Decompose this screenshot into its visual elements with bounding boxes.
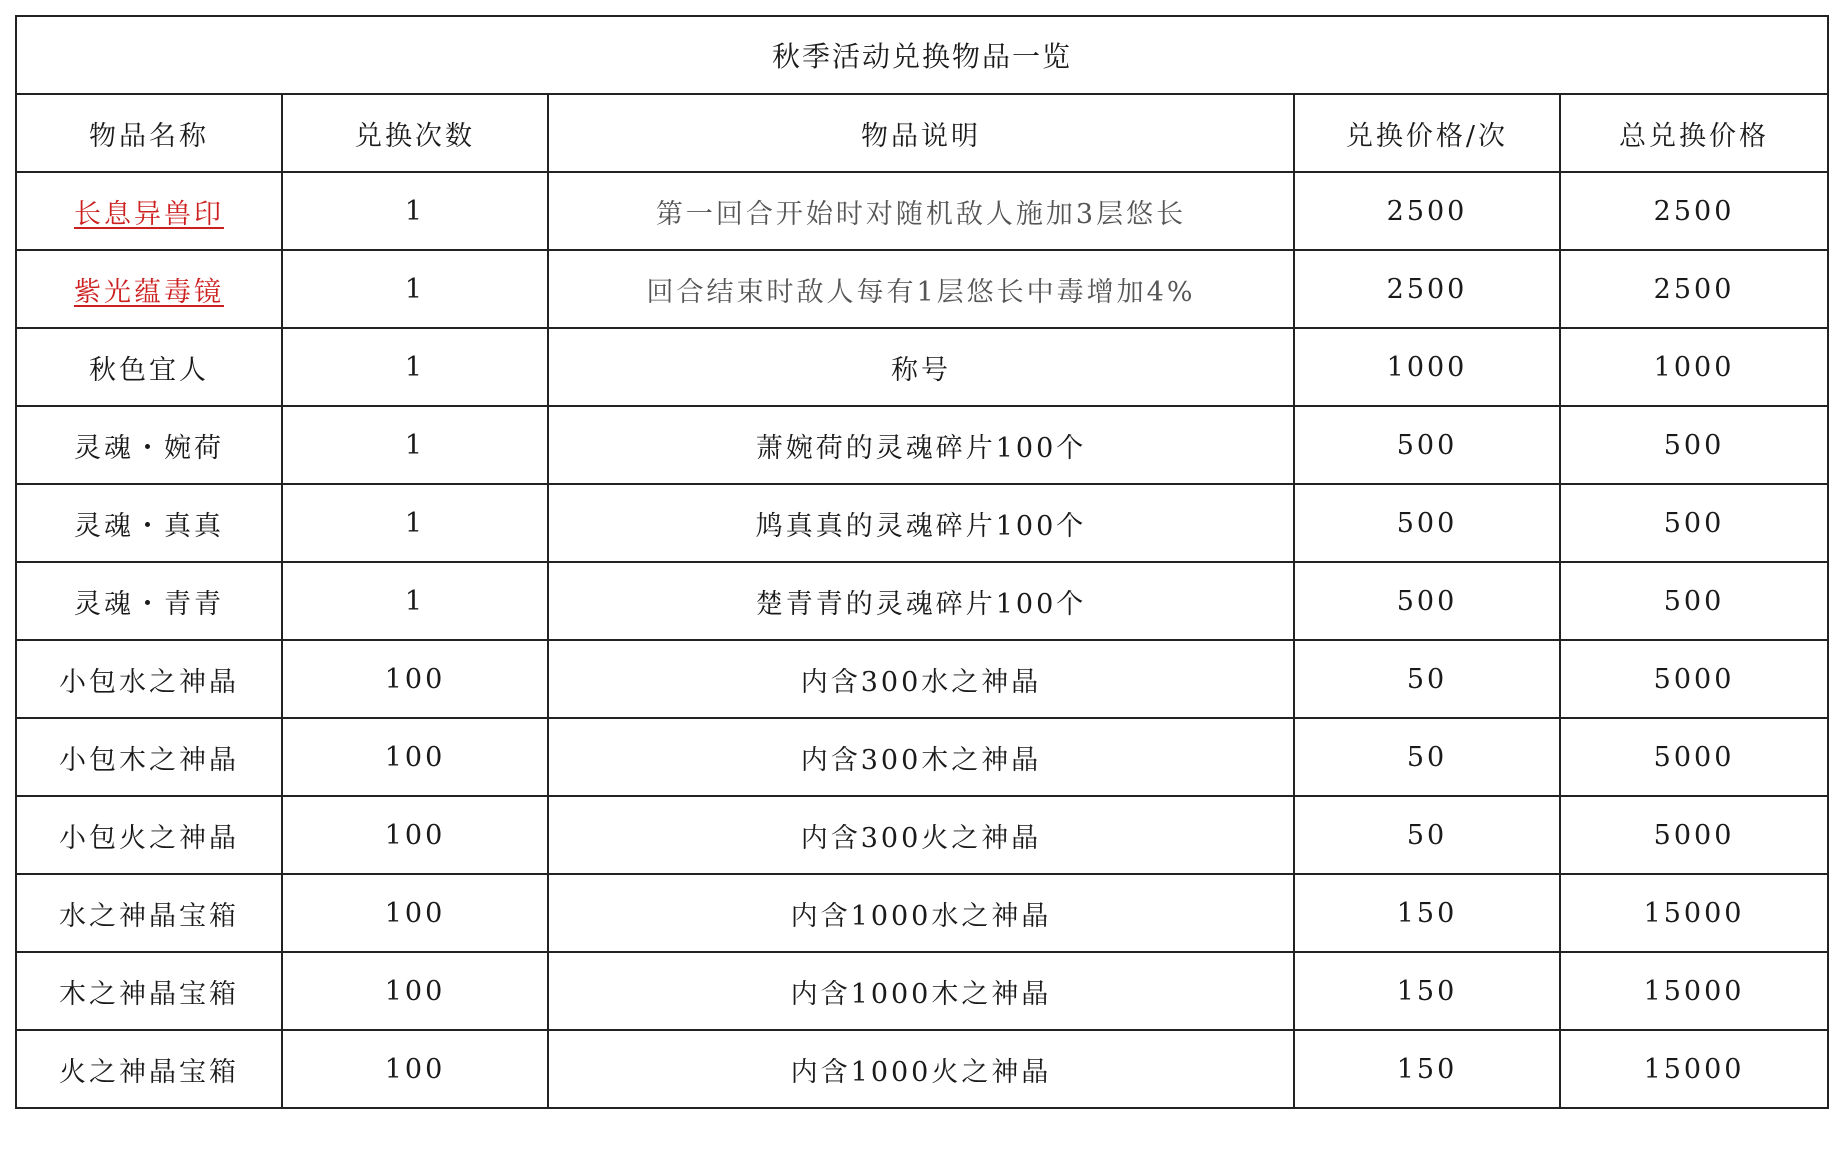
table-row (16, 874, 1828, 952)
price-per-exchange-cell: 50 (1294, 718, 1560, 796)
title-row (16, 16, 1828, 94)
exchange-count-cell: 1 (282, 562, 548, 640)
item-name-link[interactable]: 紫光蕴毒镜 (74, 276, 224, 308)
item-description-cell: 内含1000木之神晶 (548, 952, 1294, 1030)
price-per-exchange-cell: 150 (1294, 1030, 1560, 1108)
table-row (16, 562, 1828, 640)
total-price-cell: 15000 (1560, 1030, 1828, 1108)
item-name: 水之神晶宝箱 (59, 900, 239, 932)
table-row (16, 484, 1828, 562)
item-name-cell (16, 1030, 282, 1108)
item-name-cell (16, 328, 282, 406)
item-description-cell: 第一回合开始时对随机敌人施加3层悠长 (548, 172, 1294, 250)
table-row (16, 796, 1828, 874)
item-description-cell: 内含1000水之神晶 (548, 874, 1294, 952)
item-description-cell: 内含300火之神晶 (548, 796, 1294, 874)
item-name-cell (16, 562, 282, 640)
exchange-count-cell: 1 (282, 406, 548, 484)
item-name: 秋色宜人 (89, 354, 209, 386)
exchange-count-cell: 100 (282, 874, 548, 952)
item-name: 小包木之神晶 (59, 744, 239, 776)
item-description-cell: 内含300木之神晶 (548, 718, 1294, 796)
item-description-cell: 回合结束时敌人每有1层悠长中毒增加4% (548, 250, 1294, 328)
item-name-cell (16, 796, 282, 874)
total-price-cell: 5000 (1560, 640, 1828, 718)
total-price-cell: 15000 (1560, 952, 1828, 1030)
price-per-exchange-cell: 150 (1294, 952, 1560, 1030)
exchange-count-cell: 100 (282, 718, 548, 796)
item-name-cell (16, 952, 282, 1030)
header-exchange-count: 兑换次数 (282, 94, 548, 172)
table-row (16, 406, 1828, 484)
exchange-count-cell: 100 (282, 796, 548, 874)
item-description-cell: 萧婉荷的灵魂碎片100个 (548, 406, 1294, 484)
item-name: 灵魂・青青 (74, 588, 224, 620)
item-name-cell (16, 484, 282, 562)
total-price-cell: 5000 (1560, 718, 1828, 796)
table-title: 秋季活动兑换物品一览 (16, 16, 1828, 94)
header-item-name: 物品名称 (16, 94, 282, 172)
header-item-description: 物品说明 (548, 94, 1294, 172)
item-name-cell (16, 250, 282, 328)
price-per-exchange-cell: 1000 (1294, 328, 1560, 406)
exchange-count-cell: 100 (282, 640, 548, 718)
item-description-cell: 内含300水之神晶 (548, 640, 1294, 718)
item-description-cell: 鸠真真的灵魂碎片100个 (548, 484, 1294, 562)
price-per-exchange-cell: 2500 (1294, 250, 1560, 328)
item-name: 火之神晶宝箱 (59, 1056, 239, 1088)
total-price-cell: 500 (1560, 484, 1828, 562)
item-name: 小包火之神晶 (59, 822, 239, 854)
item-name: 灵魂・真真 (74, 510, 224, 542)
exchange-count-cell: 1 (282, 484, 548, 562)
exchange-table (15, 15, 1829, 1109)
total-price-cell: 500 (1560, 562, 1828, 640)
price-per-exchange-cell: 500 (1294, 484, 1560, 562)
total-price-cell: 500 (1560, 406, 1828, 484)
price-per-exchange-cell: 500 (1294, 562, 1560, 640)
header-total-price: 总兑换价格 (1560, 94, 1828, 172)
item-description-cell: 内含1000火之神晶 (548, 1030, 1294, 1108)
price-per-exchange-cell: 500 (1294, 406, 1560, 484)
item-name-link[interactable]: 长息异兽印 (74, 198, 224, 230)
item-name-cell (16, 406, 282, 484)
total-price-cell: 15000 (1560, 874, 1828, 952)
total-price-cell: 2500 (1560, 250, 1828, 328)
table-row (16, 250, 1828, 328)
table-row (16, 328, 1828, 406)
price-per-exchange-cell: 50 (1294, 640, 1560, 718)
header-price-per-exchange: 兑换价格/次 (1294, 94, 1560, 172)
table-body (16, 172, 1828, 1108)
item-name-cell (16, 718, 282, 796)
item-name-cell (16, 640, 282, 718)
table-row (16, 172, 1828, 250)
total-price-cell: 2500 (1560, 172, 1828, 250)
item-name: 小包水之神晶 (59, 666, 239, 698)
exchange-count-cell: 100 (282, 952, 548, 1030)
item-name-cell (16, 874, 282, 952)
price-per-exchange-cell: 2500 (1294, 172, 1560, 250)
item-name: 木之神晶宝箱 (59, 978, 239, 1010)
price-per-exchange-cell: 150 (1294, 874, 1560, 952)
item-name-cell (16, 172, 282, 250)
item-name: 灵魂・婉荷 (74, 432, 224, 464)
table-row (16, 718, 1828, 796)
exchange-count-cell: 1 (282, 328, 548, 406)
table-row (16, 1030, 1828, 1108)
table-row (16, 952, 1828, 1030)
table-row (16, 640, 1828, 718)
exchange-count-cell: 1 (282, 172, 548, 250)
item-description-cell: 楚青青的灵魂碎片100个 (548, 562, 1294, 640)
exchange-count-cell: 1 (282, 250, 548, 328)
total-price-cell: 5000 (1560, 796, 1828, 874)
total-price-cell: 1000 (1560, 328, 1828, 406)
item-description-cell: 称号 (548, 328, 1294, 406)
price-per-exchange-cell: 50 (1294, 796, 1560, 874)
exchange-count-cell: 100 (282, 1030, 548, 1108)
header-row (16, 94, 1828, 172)
